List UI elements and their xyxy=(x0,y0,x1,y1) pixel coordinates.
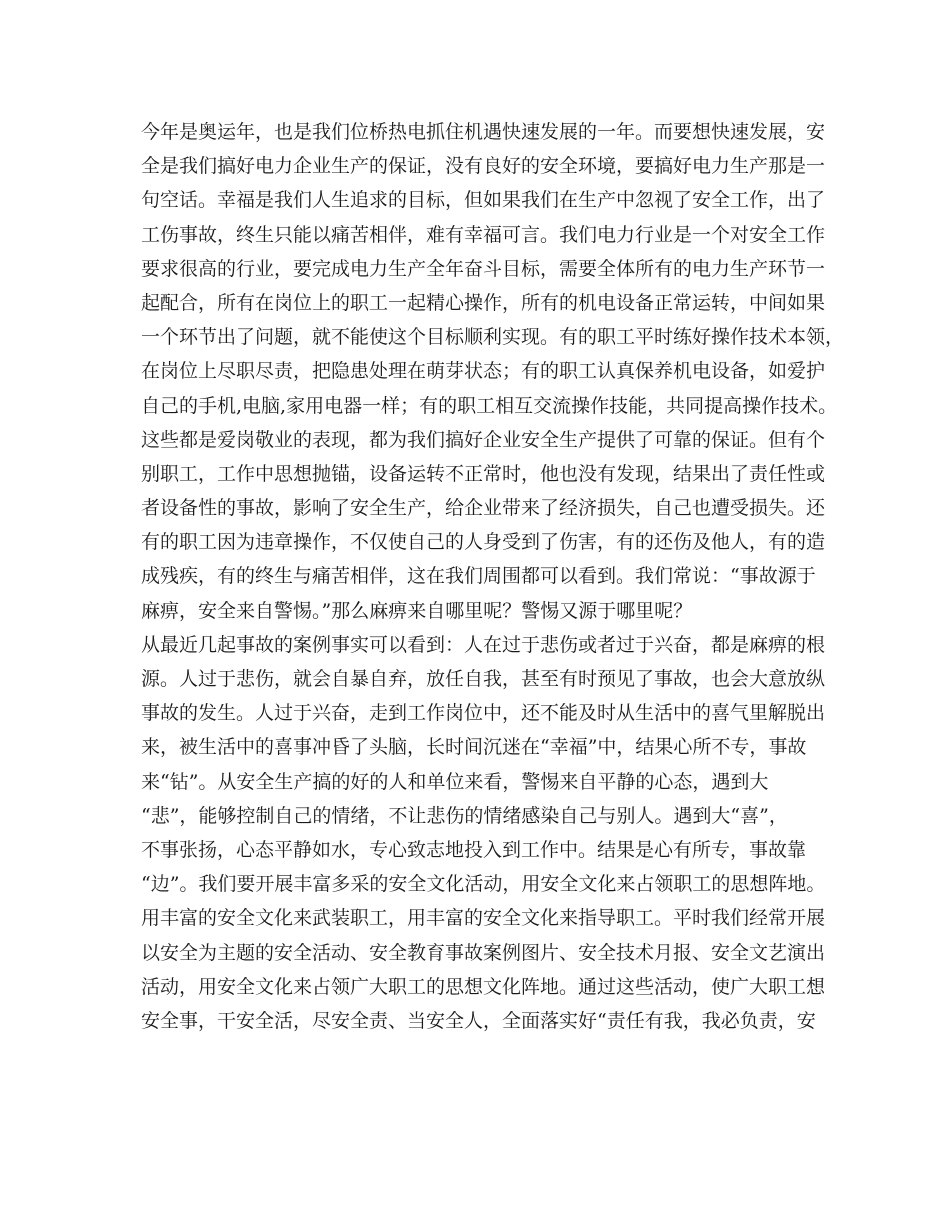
text-line: 工伤事故，终生只能以痛苦相伴，难有幸福可言。我们电力行业是一个对安全工作 xyxy=(141,223,826,246)
text-line: 句空话。幸福是我们人生追求的目标，但如果我们在生产中忽视了安全工作，出了 xyxy=(141,189,826,212)
text-line: 安全事，干安全活，尽安全责、当安全人，全面落实好“责任有我，我必负责，安 xyxy=(141,1009,816,1032)
text-line: “边”。我们要开展丰富多采的安全文化活动，用安全文化来占领职工的思想阵地。 xyxy=(141,873,826,896)
text-line: 这些都是爱岗敬业的表现，都为我们搞好企业安全生产提供了可靠的保证。但有个 xyxy=(141,428,826,451)
text-line: 全是我们搞好电力企业生产的保证，没有良好的安全环境，要搞好电力生产那是一 xyxy=(141,155,826,178)
text-line: 事故的发生。人过于兴奋，走到工作岗位中，还不能及时从生活中的喜气里解脱出 xyxy=(141,702,826,725)
text-line: 不事张扬，心态平静如水，专心致志地投入到工作中。结果是心有所专，事故靠 xyxy=(141,838,807,861)
text-line: 从最近几起事故的案例事实可以看到：人在过于悲伤或者过于兴奋，都是麻痹的根 xyxy=(141,633,826,656)
text-line: 有的职工因为违章操作，不仅使自己的人身受到了伤害，有的还伤及他人，有的造 xyxy=(141,531,826,554)
text-line: 用丰富的安全文化来武装职工，用丰富的安全文化来指导职工。平时我们经常开展 xyxy=(141,907,826,930)
text-line: 今年是奥运年，也是我们位桥热电抓住机遇快速发展的一年。而要想快速发展，安 xyxy=(141,121,826,143)
body-text xyxy=(141,115,845,1038)
text-line: 以安全为主题的安全活动、安全教育事故案例图片、安全技术月报、安全文艺演出 xyxy=(141,941,826,964)
text-line: 别职工，工作中思想抛锚，设备运转不正常时，他也没有发现，结果出了责任性或 xyxy=(141,462,826,485)
text-line: “悲”，能够控制自己的情绪，不让悲伤的情绪感染自己与别人。遇到大“喜”， xyxy=(141,804,788,827)
text-line: 来“钻”。从安全生产搞的好的人和单位来看，警惕来自平静的心态，遇到大 xyxy=(141,770,769,793)
text-line: 源。人过于悲伤，就会自暴自弃，放任自我，甚至有时预见了事故，也会大意放纵 xyxy=(141,668,826,690)
text-line: 成残疾，有的终生与痛苦相伴，这在我们周围都可以看到。我们常说：“事故源于 xyxy=(141,565,816,588)
text-line: 一个环节出了问题，就不能使这个目标顺利实现。有的职工平时练好操作技术本领， xyxy=(141,326,845,349)
text-line: 麻痹，安全来自警惕。”那么麻痹来自哪里呢？警惕又源于哪里呢？ xyxy=(141,599,693,622)
text-line: 自己的手机,电脑,家用电器一样；有的职工相互交流操作技能，共同提高操作技术。 xyxy=(141,394,838,417)
text-line: 者设备性的事故，影响了安全生产，给企业带来了经济损失，自己也遭受损失。还 xyxy=(141,497,826,520)
text-line: 要求很高的行业，要完成电力生产全年奋斗目标，需要全体所有的电力生产环节一 xyxy=(141,257,826,280)
text-line: 在岗位上尽职尽责，把隐患处理在萌芽状态；有的职工认真保养机电设备，如爱护 xyxy=(141,360,826,383)
text-line: 起配合，所有在岗位上的职工一起精心操作，所有的机电设备正常运转，中间如果 xyxy=(141,291,826,314)
text-line: 活动，用安全文化来占领广大职工的思想文化阵地。通过这些活动，使广大职工想 xyxy=(141,975,826,998)
text-line: 来，被生活中的喜事冲昏了头脑，长时间沉迷在“幸福”中，结果心所不专，事故 xyxy=(141,736,807,759)
